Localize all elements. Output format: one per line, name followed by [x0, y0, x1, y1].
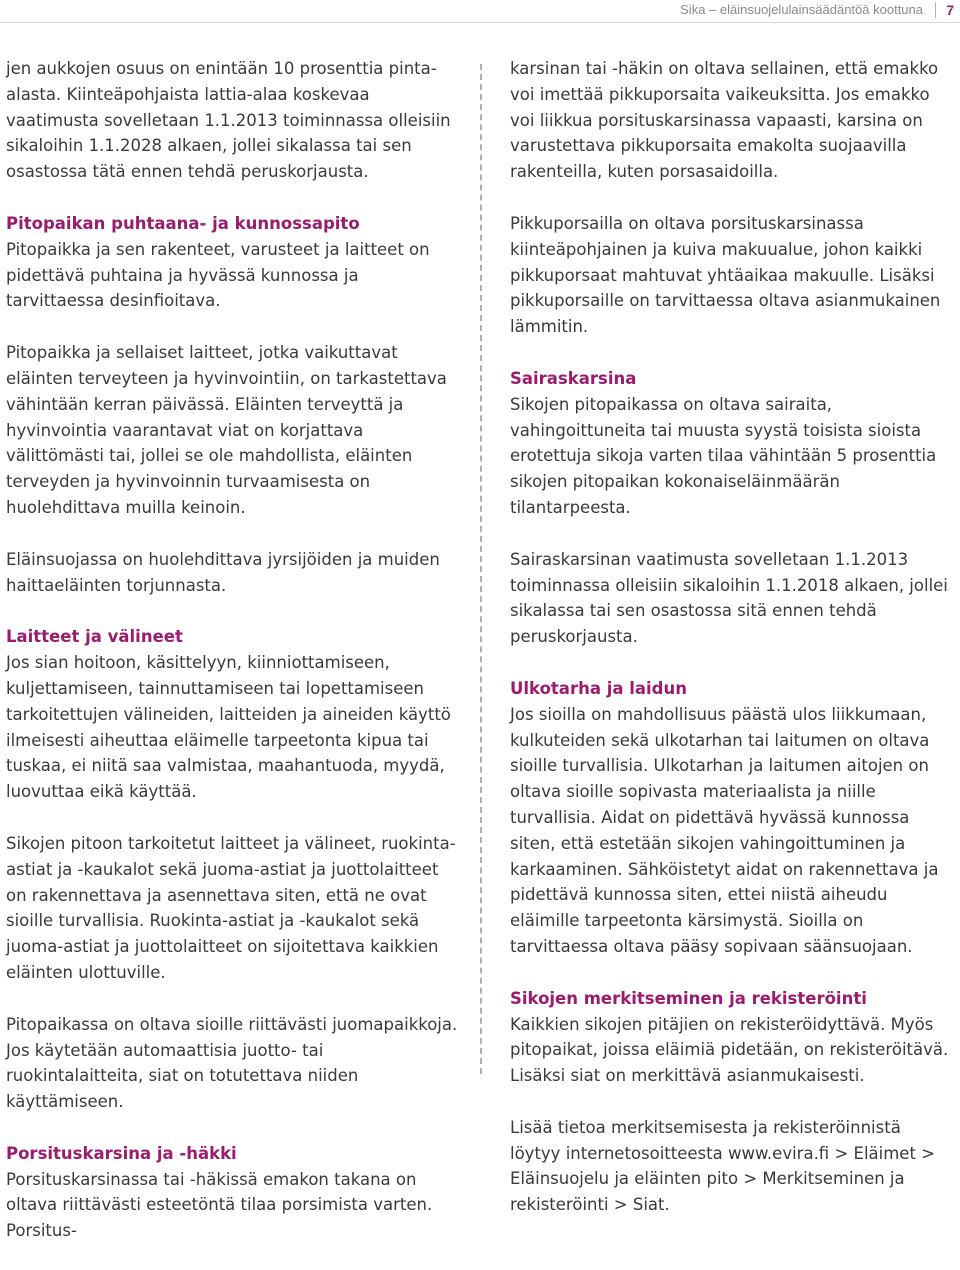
section-heading-equipment: Laitteet ja välineet — [6, 627, 183, 647]
paragraph: Pikkuporsailla on oltava porsituskarsinassa kiinteäpohjainen ja kuiva makuualue, johon kaikki pikkuporsaat mahtuvat yhtäaikaa makuulle. Lisäksi pikkuporsaille on tarvittaessa oltava asianmukainen lämmitin. — [510, 213, 941, 337]
right-column — [510, 56, 955, 1244]
section-heading-marking: Sikojen merkitseminen ja rekisteröinti — [510, 988, 867, 1008]
section-heading-farrowing: Porsituskarsina ja -häkki — [6, 1143, 237, 1163]
paragraph: Pitopaikka ja sen rakenteet, varusteet ja laitteet on pidettävä puhtaina ja hyvässä kunnossa ja tarvittaessa desinfioitava. — [6, 239, 430, 311]
paragraph: Eläinsuojassa on huolehdittava jyrsijöiden ja muiden haittaeläinten torjunnasta. — [6, 549, 440, 595]
section-heading-outdoor: Ulkotarha ja laidun — [510, 678, 687, 698]
paragraph: Jos sioilla on mahdollisuus päästä ulos liikkumaan, kulkuteiden sekä ulkotarhan tai laitumen on oltava sioille turvallisia. Ulkotarhan ja laitumen aitojen on oltava sioille sopivasta materiaalista ja niille turvallisia. Aidat on pidettävä hyvässä kunnossa siten, että estetään sikojen vahingoittuminen ja karkaaminen. Sähköistetyt aidat on rakennettava ja pidettävä kunnossa siten, ettei niistä aiheudu eläimille tarpeetonta kärsimystä. Sioilla on tarvittaessa oltava pääsy sopivaan säänsuojaan. — [510, 704, 939, 956]
paragraph: Pitopaikka ja sellaiset laitteet, jotka vaikuttavat eläinten terveyteen ja hyvinvointiin, on tarkastettava vähintään kerran päivässä. Eläinten terveyttä ja hyvinvointia vaarantavat viat on korjattava välittömästi tai, jollei se ole mahdollista, eläinten terveyden ja hyvinvoinnin turvaamisesta on huolehdittava muilla keinoin. — [6, 343, 447, 517]
column-divider — [480, 64, 482, 1074]
paragraph: Jos sian hoitoon, käsittelyyn, kiinniottamiseen, kuljettamiseen, tainnuttamiseen tai lopettamiseen tarkoitettujen välineiden, laitteiden ja aineiden käyttö ilmeisesti aiheuttaa eläimelle tarpeetonta kipua tai tuskaa, ei niitä saa valmistaa, maahantuoda, myydä, luovuttaa eikä käyttää. — [6, 653, 451, 802]
paragraph: jen aukkojen osuus on enintään 10 prosenttia pinta-alasta. Kiinteäpohjaista lattia-alaa koskevaa vaatimusta sovelletaan 1.1.2013 toiminnassa olleisiin sikaloihin 1.1.2028 alkaen, jollei sikalassa tai sen osastossa tätä ennen tehdä peruskorjausta. — [6, 59, 451, 182]
running-title: Sika – eläinsuojelulainsäädäntöä koottuna — [680, 2, 923, 17]
section-heading-sick-pen: Sairaskarsina — [510, 368, 637, 388]
paragraph: Sairaskarsinan vaatimusta sovelletaan 1.1.2013 toiminnassa olleisiin sikaloihin 1.1.2018 alkaen, jollei sikalassa tai sen osastossa sitä ennen tehdä peruskorjausta. — [510, 549, 948, 647]
paragraph: Sikojen pitopaikassa on oltava sairaita, vahingoittuneita tai muusta syystä toisista sioista erotettuja sikoja varten tilaa vähintään 5 prosenttia sikojen pitopaikan kokonaiseläinmäärän tilantarpeesta. — [510, 394, 937, 517]
paragraph: Sikojen pitoon tarkoitetut laitteet ja välineet, ruokinta-astiat ja -kaukalot sekä juoma-astiat ja juottolaitteet on rakennettava ja asennettava siten, että ne ovat sioille turvallisia. Ruokinta-astiat ja -kaukalot sekä juoma-astiat ja juottolaitteet on sijoitettava kaikkien eläinten ulottuville. — [6, 833, 456, 982]
page-header — [0, 0, 960, 23]
paragraph: Lisää tietoa merkitsemisesta ja rekisteröinnistä löytyy internetosoitteesta www.evira.fi > Eläimet > Eläinsuojelu ja eläinten pito > Merkitseminen ja rekisteröinti > Siat. — [510, 1117, 935, 1215]
paragraph: Porsituskarsinassa tai -häkissä emakon takana on oltava riittävästi esteetöntä tilaa porsimista varten. Porsitus- — [6, 1169, 433, 1241]
paragraph: karsinan tai -häkin on oltava sellainen, että emakko voi imettää pikkuporsaita vaikeuksitta. Jos emakko voi liikkua porsituskarsinassa vapaasti, karsina on varustettava pikkuporsaita emakolta suojaavilla rakenteilla, kuten porsasaidoilla. — [510, 59, 939, 182]
paragraph: Kaikkien sikojen pitäjien on rekisteröidyttävä. Myös pitopaikat, joissa eläimiä pidetään, on rekisteröitävä. Lisäksi siat on merkittävä asianmukaisesti. — [510, 1014, 949, 1086]
page-number: 7 — [946, 2, 954, 18]
paragraph: Pitopaikassa on oltava sioille riittävästi juomapaikkoja. Jos käytetään automaattisia juotto- tai ruokintalaitteita, siat on totutettava niiden käyttämiseen. — [6, 1014, 458, 1112]
left-column — [6, 56, 461, 1270]
header-separator — [935, 2, 936, 18]
section-heading-cleaning: Pitopaikan puhtaana- ja kunnossapito — [6, 213, 360, 233]
